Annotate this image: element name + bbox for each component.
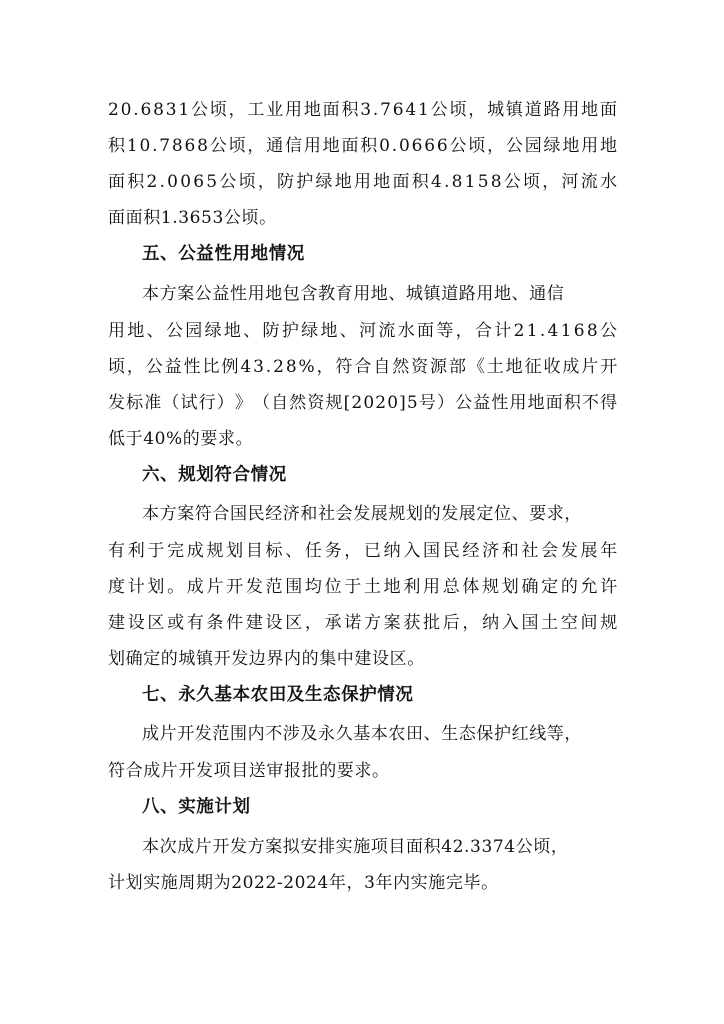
paragraph-line: 本方案符合国民经济和社会发展规划的发展定位、要求， [142,504,582,524]
paragraph-line: 度 计 划 。 成 片 开 发 范 围 均 位 于 土 地 利 用 总 体 规 划 确 定 的 允 许 [108,577,618,597]
paragraph-line: 积 1 0 . 7 8 6 8 公 顷 ， 通 信 用 地 面 积 0 . 0 6 6 6 公 顷 ， 公 园 绿 地 用 地 [108,136,618,156]
paragraph-line: 建 设 区 或 有 条 件 建 设 区 ， 承 诺 方 案 获 批 后 ， 纳 入 国 土 空 间 规 [108,613,618,633]
paragraph-line: 发 标 准 （ 试 行 ） 》 （ 自 然 资 规 [ 2 0 2 0 ] 5 号 ） 公 益 性 用 地 面 积 不 得 [108,393,618,413]
section-heading-implementation-plan: 八、实施计划 [142,797,251,817]
section-heading-planning-compliance: 六、规划符合情况 [142,465,287,485]
paragraph-line: 用 地 、 公 园 绿 地 、 防 护 绿 地 、 河 流 水 面 等 ， 合 计 2 1 . 4 1 6 8 公 [108,321,618,341]
paragraph-line: 面面积1.3653公顷。 [108,208,277,228]
paragraph-line: 2 0 . 6 8 3 1 公 顷 ， 工 业 用 地 面 积 3 . 7 6 4 1 公 顷 ， 城 镇 道 路 用 地 面 [108,100,618,120]
section-heading-public-land: 五、公益性用地情况 [142,244,305,264]
paragraph-line: 顷 ， 公 益 性 比 例 4 3 . 2 8 % ， 符 合 自 然 资 源 部 《 土 地 征 收 成 片 开 [108,357,618,377]
paragraph-line: 计划实施周期为2022-2024年，3年内实施完毕。 [108,873,499,893]
paragraph-line: 划确定的城镇开发边界内的集中建设区。 [108,649,425,669]
paragraph-line: 成片开发范围内不涉及永久基本农田、生态保护红线等， [142,724,582,744]
paragraph-line: 符合成片开发项目送审报批的要求。 [108,761,390,781]
section-heading-farmland-ecology: 七、永久基本农田及生态保护情况 [142,685,414,705]
paragraph-line: 本方案公益性用地包含教育用地、城镇道路用地、通信 [142,284,565,304]
paragraph-line: 面 积 2 . 0 0 6 5 公 顷 ， 防 护 绿 地 用 地 面 积 4 . 8 1 5 8 公 顷 ， 河 流 水 [108,172,618,192]
paragraph-line: 有 利 于 完 成 规 划 目 标 、 任 务 ， 已 纳 入 国 民 经 济 和 社 会 发 展 年 [108,541,618,561]
paragraph-line: 低于40%的要求。 [108,429,254,449]
paragraph-line: 本次成片开发方案拟安排实施项目面积42.3374公顷， [142,837,569,857]
